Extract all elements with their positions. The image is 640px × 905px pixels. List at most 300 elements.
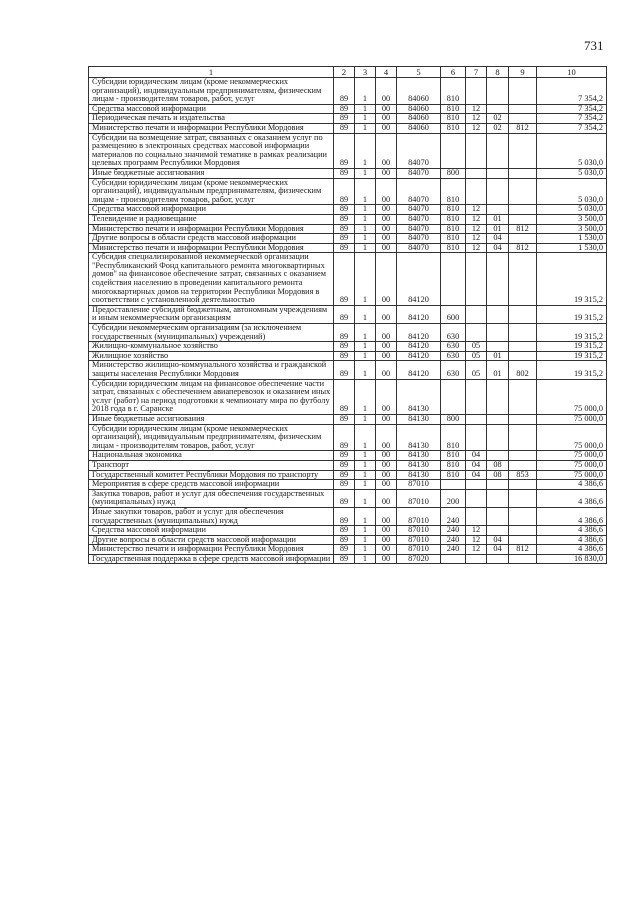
col-3: 1 <box>355 224 376 234</box>
col-2: 89 <box>334 214 355 224</box>
col-3: 1 <box>355 554 376 564</box>
ministry-code <box>509 535 537 545</box>
col-2: 89 <box>334 205 355 215</box>
section-code <box>466 424 487 451</box>
target-code: 84130 <box>397 379 441 414</box>
section-code: 05 <box>466 351 487 361</box>
col-4: 00 <box>376 214 397 224</box>
row-description: Жилищное хозяйство <box>89 351 334 361</box>
section-code <box>466 489 487 507</box>
expense-type <box>441 253 466 306</box>
col-4: 00 <box>376 324 397 342</box>
ministry-code <box>509 460 537 470</box>
table-row <box>89 507 607 525</box>
amount: 3 500,0 <box>537 224 607 234</box>
subsection-code <box>487 133 509 168</box>
ministry-code <box>509 526 537 536</box>
col-2: 89 <box>334 460 355 470</box>
table-row <box>89 480 607 490</box>
expense-type: 800 <box>441 168 466 178</box>
col-4: 00 <box>376 470 397 480</box>
section-code: 12 <box>466 214 487 224</box>
table-row <box>89 324 607 342</box>
target-code: 87010 <box>397 535 441 545</box>
col-2: 89 <box>334 168 355 178</box>
section-code <box>466 414 487 424</box>
col-3: 1 <box>355 480 376 490</box>
col-4: 00 <box>376 379 397 414</box>
target-code: 84070 <box>397 205 441 215</box>
target-code: 84070 <box>397 243 441 253</box>
amount: 7 354,2 <box>537 123 607 133</box>
amount: 75 000,0 <box>537 414 607 424</box>
ministry-code: 802 <box>509 361 537 379</box>
subsection-code <box>487 168 509 178</box>
section-code: 12 <box>466 114 487 124</box>
col-4: 00 <box>376 351 397 361</box>
target-code: 84060 <box>397 78 441 105</box>
col-4: 00 <box>376 234 397 244</box>
amount: 75 000,0 <box>537 424 607 451</box>
col-2: 89 <box>334 451 355 461</box>
target-code: 84130 <box>397 451 441 461</box>
col-3: 1 <box>355 324 376 342</box>
expense-type: 630 <box>441 342 466 352</box>
col-2: 89 <box>334 489 355 507</box>
subsection-code <box>487 526 509 536</box>
target-code: 84070 <box>397 133 441 168</box>
col-3: 1 <box>355 78 376 105</box>
col-2: 89 <box>334 178 355 205</box>
section-code: 04 <box>466 451 487 461</box>
expense-type: 810 <box>441 205 466 215</box>
target-code: 84120 <box>397 324 441 342</box>
col-2: 89 <box>334 414 355 424</box>
col-2: 89 <box>334 243 355 253</box>
header-cell: 9 <box>509 67 537 78</box>
subsection-code <box>487 379 509 414</box>
header-cell: 1 <box>89 67 334 78</box>
ministry-code <box>509 342 537 352</box>
col-4: 00 <box>376 535 397 545</box>
row-description: Транспорт <box>89 460 334 470</box>
row-description: Министерство печати и информации Республики Мордовия <box>89 123 334 133</box>
section-code: 12 <box>466 243 487 253</box>
ministry-code: 812 <box>509 545 537 555</box>
row-description: Министерство печати и информации Республики Мордовия <box>89 545 334 555</box>
col-4: 00 <box>376 342 397 352</box>
target-code: 87010 <box>397 545 441 555</box>
col-4: 00 <box>376 526 397 536</box>
col-4: 00 <box>376 414 397 424</box>
header-cell: 3 <box>355 67 376 78</box>
row-description: Субсидии юридическим лицам (кроме некоммерческих организаций), индивидуальным предпринимателям, физическим лицам - производителям товаров, работ, услуг <box>89 424 334 451</box>
subsection-code <box>487 451 509 461</box>
subsection-code <box>487 480 509 490</box>
section-code <box>466 379 487 414</box>
ministry-code: 853 <box>509 470 537 480</box>
subsection-code: 04 <box>487 234 509 244</box>
amount: 4 386,6 <box>537 526 607 536</box>
subsection-code <box>487 342 509 352</box>
ministry-code <box>509 104 537 114</box>
table-row <box>89 178 607 205</box>
section-code <box>466 178 487 205</box>
expense-type: 810 <box>441 114 466 124</box>
col-4: 00 <box>376 480 397 490</box>
amount: 19 315,2 <box>537 361 607 379</box>
table-row <box>89 168 607 178</box>
ministry-code <box>509 253 537 306</box>
col-2: 89 <box>334 545 355 555</box>
table-row <box>89 133 607 168</box>
table-row <box>89 424 607 451</box>
ministry-code <box>509 414 537 424</box>
table-row <box>89 460 607 470</box>
col-2: 89 <box>334 361 355 379</box>
col-3: 1 <box>355 451 376 461</box>
col-4: 00 <box>376 253 397 306</box>
col-2: 89 <box>334 123 355 133</box>
subsection-code: 02 <box>487 114 509 124</box>
section-code <box>466 78 487 105</box>
target-code: 84130 <box>397 470 441 480</box>
expense-type: 810 <box>441 451 466 461</box>
amount: 7 354,2 <box>537 114 607 124</box>
col-3: 1 <box>355 205 376 215</box>
col-3: 1 <box>355 526 376 536</box>
expense-type <box>441 480 466 490</box>
col-2: 89 <box>334 324 355 342</box>
subsection-code: 01 <box>487 224 509 234</box>
row-description: Министерство печати и информации Республики Мордовия <box>89 243 334 253</box>
table-row <box>89 470 607 480</box>
col-2: 89 <box>334 305 355 323</box>
page-number: 731 <box>584 38 604 53</box>
col-2: 89 <box>334 133 355 168</box>
expense-type: 800 <box>441 414 466 424</box>
header-cell: 10 <box>537 67 607 78</box>
table-row <box>89 305 607 323</box>
col-4: 00 <box>376 305 397 323</box>
subsection-code: 08 <box>487 470 509 480</box>
col-3: 1 <box>355 361 376 379</box>
col-2: 89 <box>334 554 355 564</box>
col-2: 89 <box>334 480 355 490</box>
table-row <box>89 104 607 114</box>
subsection-code: 04 <box>487 545 509 555</box>
col-3: 1 <box>355 123 376 133</box>
col-2: 89 <box>334 535 355 545</box>
ministry-code <box>509 214 537 224</box>
table-row <box>89 451 607 461</box>
target-code: 84070 <box>397 224 441 234</box>
amount: 19 315,2 <box>537 253 607 306</box>
target-code: 87010 <box>397 526 441 536</box>
ministry-code <box>509 489 537 507</box>
amount: 4 386,6 <box>537 535 607 545</box>
table-row <box>89 224 607 234</box>
table-row <box>89 243 607 253</box>
col-4: 00 <box>376 104 397 114</box>
section-code <box>466 305 487 323</box>
header-cell: 7 <box>466 67 487 78</box>
col-3: 1 <box>355 243 376 253</box>
target-code: 84060 <box>397 123 441 133</box>
col-3: 1 <box>355 234 376 244</box>
col-4: 00 <box>376 489 397 507</box>
section-code <box>466 554 487 564</box>
subsection-code <box>487 414 509 424</box>
row-description: Другие вопросы в области средств массовой информации <box>89 535 334 545</box>
target-code: 84120 <box>397 361 441 379</box>
amount: 19 315,2 <box>537 342 607 352</box>
expense-type: 810 <box>441 214 466 224</box>
target-code: 84130 <box>397 460 441 470</box>
amount: 1 530,0 <box>537 243 607 253</box>
ministry-code: 812 <box>509 224 537 234</box>
row-description: Иные бюджетные ассигнования <box>89 414 334 424</box>
col-4: 00 <box>376 224 397 234</box>
col-3: 1 <box>355 535 376 545</box>
ministry-code <box>509 114 537 124</box>
col-2: 89 <box>334 342 355 352</box>
col-2: 89 <box>334 78 355 105</box>
header-cell: 8 <box>487 67 509 78</box>
amount: 4 386,6 <box>537 480 607 490</box>
ministry-code <box>509 78 537 105</box>
col-3: 1 <box>355 489 376 507</box>
ministry-code <box>509 234 537 244</box>
row-description: Субсидия специализированной некоммерческой организации "Республиканский Фонд капитального ремонта многоквартирных домов" на финансовое обеспечение затрат, связанных с оказанием содействия населению в проведении капитального ремонта многоквартирных домов на территории Республики Мордовия в соответствии с установленной деятельностью <box>89 253 334 306</box>
amount: 7 354,2 <box>537 104 607 114</box>
expense-type: 630 <box>441 351 466 361</box>
ministry-code <box>509 205 537 215</box>
col-2: 89 <box>334 379 355 414</box>
expense-type: 240 <box>441 526 466 536</box>
table-row <box>89 234 607 244</box>
subsection-code <box>487 78 509 105</box>
table-row <box>89 526 607 536</box>
row-description: Государственный комитет Республики Мордовия по транспорту <box>89 470 334 480</box>
expense-type: 240 <box>441 535 466 545</box>
col-3: 1 <box>355 305 376 323</box>
expense-type: 810 <box>441 178 466 205</box>
row-description: Средства массовой информации <box>89 104 334 114</box>
target-code: 87010 <box>397 507 441 525</box>
amount: 19 315,2 <box>537 351 607 361</box>
row-description: Субсидии на возмещение затрат, связанных с оказанием услуг по размещению в электронных средствах массовой информации материалов по социально значимой тематике в рамках реализации целевых программ Республики Мордовия <box>89 133 334 168</box>
section-code <box>466 480 487 490</box>
header-cell: 2 <box>334 67 355 78</box>
subsection-code <box>487 507 509 525</box>
col-4: 00 <box>376 133 397 168</box>
row-description: Субсидии юридическим лицам на финансовое обеспечение части затрат, связанных с обеспечением авиаперевозок и оказанием иных услуг (работ) на период подготовки к чемпионату мира по футболу 2018 года в г. Саранске <box>89 379 334 414</box>
ministry-code <box>509 305 537 323</box>
row-description: Закупка товаров, работ и услуг для обеспечения государственных (муниципальных) нужд <box>89 489 334 507</box>
target-code: 84070 <box>397 214 441 224</box>
target-code: 87020 <box>397 554 441 564</box>
section-code: 04 <box>466 460 487 470</box>
section-code: 12 <box>466 123 487 133</box>
col-2: 89 <box>334 114 355 124</box>
section-code: 12 <box>466 205 487 215</box>
ministry-code <box>509 451 537 461</box>
table-row <box>89 535 607 545</box>
row-description: Министерство жилищно-коммунального хозяйства и гражданской защиты населения Республики Мордовия <box>89 361 334 379</box>
col-3: 1 <box>355 351 376 361</box>
ministry-code: 812 <box>509 123 537 133</box>
table-row <box>89 342 607 352</box>
amount: 7 354,2 <box>537 78 607 105</box>
table-row <box>89 379 607 414</box>
ministry-code <box>509 554 537 564</box>
col-3: 1 <box>355 114 376 124</box>
ministry-code <box>509 379 537 414</box>
amount: 16 830,0 <box>537 554 607 564</box>
subsection-code <box>487 554 509 564</box>
amount: 5 030,0 <box>537 133 607 168</box>
table-row <box>89 114 607 124</box>
ministry-code <box>509 324 537 342</box>
header-cell: 6 <box>441 67 466 78</box>
expense-type: 810 <box>441 243 466 253</box>
expense-type: 240 <box>441 545 466 555</box>
section-code: 12 <box>466 104 487 114</box>
col-4: 00 <box>376 451 397 461</box>
col-4: 00 <box>376 168 397 178</box>
expense-type: 810 <box>441 78 466 105</box>
target-code: 87010 <box>397 480 441 490</box>
col-2: 89 <box>334 234 355 244</box>
target-code: 84060 <box>397 114 441 124</box>
col-2: 89 <box>334 104 355 114</box>
ministry-code <box>509 168 537 178</box>
col-3: 1 <box>355 214 376 224</box>
subsection-code <box>487 205 509 215</box>
row-description: Национальная экономика <box>89 451 334 461</box>
expense-type <box>441 554 466 564</box>
amount: 19 315,2 <box>537 305 607 323</box>
col-4: 00 <box>376 507 397 525</box>
col-2: 89 <box>334 351 355 361</box>
row-description: Телевидение и радиовещание <box>89 214 334 224</box>
expense-type: 810 <box>441 424 466 451</box>
expense-type: 630 <box>441 324 466 342</box>
col-3: 1 <box>355 470 376 480</box>
row-description: Иные закупки товаров, работ и услуг для обеспечения государственных (муниципальных) нужд <box>89 507 334 525</box>
expense-type: 200 <box>441 489 466 507</box>
expense-type <box>441 133 466 168</box>
amount: 5 030,0 <box>537 178 607 205</box>
section-code: 12 <box>466 535 487 545</box>
expense-type: 600 <box>441 305 466 323</box>
table-row <box>89 123 607 133</box>
header-cell: 4 <box>376 67 397 78</box>
expense-type: 630 <box>441 361 466 379</box>
row-description: Государственная поддержка в сфере средств массовой информации <box>89 554 334 564</box>
col-4: 00 <box>376 424 397 451</box>
expense-type: 810 <box>441 470 466 480</box>
amount: 5 030,0 <box>537 168 607 178</box>
target-code: 84070 <box>397 168 441 178</box>
target-code: 84070 <box>397 178 441 205</box>
section-code: 12 <box>466 545 487 555</box>
ministry-code <box>509 480 537 490</box>
row-description: Субсидии юридическим лицам (кроме некоммерческих организаций), индивидуальным предпринимателям, физическим лицам - производителям товаров, работ, услуг <box>89 78 334 105</box>
col-2: 89 <box>334 526 355 536</box>
subsection-code: 04 <box>487 535 509 545</box>
table-row <box>89 414 607 424</box>
target-code: 84120 <box>397 342 441 352</box>
row-description: Субсидии юридическим лицам (кроме некоммерческих организаций), индивидуальным предпринимателям, физическим лицам - производителям товаров, работ, услуг <box>89 178 334 205</box>
section-code: 04 <box>466 470 487 480</box>
col-3: 1 <box>355 507 376 525</box>
table-row <box>89 489 607 507</box>
row-description: Иные бюджетные ассигнования <box>89 168 334 178</box>
section-code <box>466 253 487 306</box>
col-3: 1 <box>355 342 376 352</box>
target-code: 84120 <box>397 305 441 323</box>
target-code: 84060 <box>397 104 441 114</box>
amount: 75 000,0 <box>537 379 607 414</box>
expense-type <box>441 379 466 414</box>
col-4: 00 <box>376 545 397 555</box>
subsection-code <box>487 424 509 451</box>
target-code: 84070 <box>397 234 441 244</box>
col-3: 1 <box>355 545 376 555</box>
col-4: 00 <box>376 460 397 470</box>
target-code: 84120 <box>397 351 441 361</box>
subsection-code <box>487 489 509 507</box>
table-row <box>89 351 607 361</box>
table-row <box>89 78 607 105</box>
col-3: 1 <box>355 253 376 306</box>
subsection-code: 02 <box>487 123 509 133</box>
amount: 5 030,0 <box>537 205 607 215</box>
expense-type: 810 <box>441 234 466 244</box>
row-description: Средства массовой информации <box>89 526 334 536</box>
subsection-code <box>487 253 509 306</box>
target-code: 84130 <box>397 414 441 424</box>
subsection-code <box>487 104 509 114</box>
subsection-code: 01 <box>487 351 509 361</box>
col-2: 89 <box>334 224 355 234</box>
section-code <box>466 168 487 178</box>
col-3: 1 <box>355 379 376 414</box>
col-2: 89 <box>334 253 355 306</box>
col-4: 00 <box>376 554 397 564</box>
header-cell: 5 <box>397 67 441 78</box>
expense-type: 810 <box>441 460 466 470</box>
table-row <box>89 361 607 379</box>
col-4: 00 <box>376 123 397 133</box>
subsection-code: 04 <box>487 243 509 253</box>
row-description: Другие вопросы в области средств массовой информации <box>89 234 334 244</box>
target-code: 84130 <box>397 424 441 451</box>
amount: 19 315,2 <box>537 324 607 342</box>
amount: 1 530,0 <box>537 234 607 244</box>
section-code <box>466 324 487 342</box>
row-description: Субсидии некоммерческим организациям (за исключением государственных (муниципальных) учреждений) <box>89 324 334 342</box>
col-2: 89 <box>334 507 355 525</box>
expense-type: 240 <box>441 507 466 525</box>
col-4: 00 <box>376 78 397 105</box>
ministry-code <box>509 507 537 525</box>
section-code: 12 <box>466 224 487 234</box>
col-3: 1 <box>355 460 376 470</box>
section-code <box>466 133 487 168</box>
